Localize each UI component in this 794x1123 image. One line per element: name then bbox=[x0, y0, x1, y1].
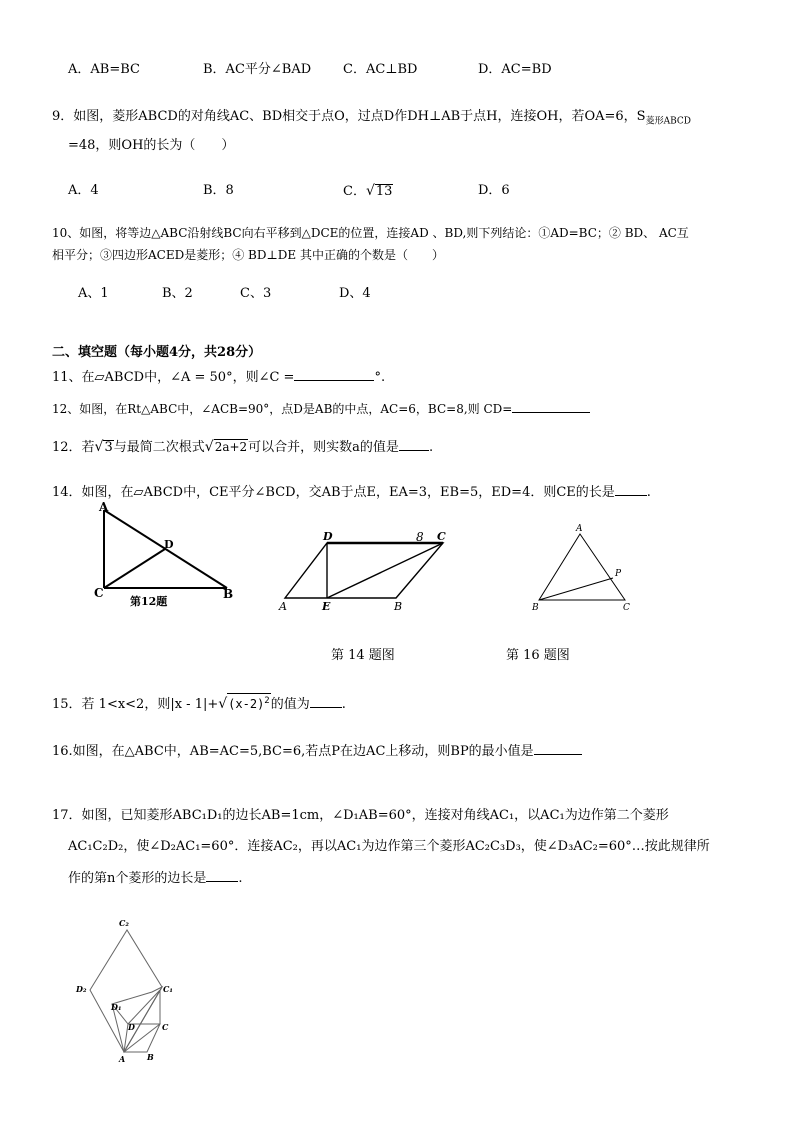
fig14-segment-ce bbox=[327, 543, 443, 598]
figure-16 bbox=[528, 520, 638, 615]
q17-line3-text: 作的第n个菱形的边长是 bbox=[68, 871, 207, 886]
figure-12 bbox=[94, 500, 239, 610]
q14-end: . bbox=[646, 485, 651, 500]
q14-text: 14．如图，在▱ABCD中，CE平分∠BCD，交AB于点E，EA=3，EB=5，ED=4．则CE的长是 bbox=[52, 485, 615, 500]
fig12-segment-cd bbox=[104, 549, 165, 588]
fig17-label-c2: C₂ bbox=[119, 918, 129, 928]
fig17-label-a: A bbox=[119, 1054, 126, 1064]
q11-text-end: °. bbox=[374, 370, 386, 385]
fig17-rhombus-3 bbox=[90, 930, 162, 1052]
q17-question-line3 bbox=[68, 870, 243, 888]
fig17-label-b: B bbox=[147, 1052, 154, 1062]
fig16-label-c: C bbox=[623, 603, 630, 613]
q17-end: . bbox=[238, 871, 243, 886]
q13-radicand-2: 2a+2 bbox=[214, 440, 248, 454]
q12-answer-blank[interactable] bbox=[512, 412, 590, 413]
fig14-caption: 第 14 题图 bbox=[331, 648, 395, 663]
q9-option-c-radicand: 13 bbox=[375, 184, 393, 199]
fig12-caption: 第12题 bbox=[130, 595, 168, 608]
section-2-title: 二、填空题（每小题4分，共28分） bbox=[52, 345, 262, 360]
fig14-label-c: C bbox=[437, 530, 446, 543]
q9-option-c bbox=[343, 182, 393, 201]
q10-option-b: B、2 bbox=[162, 286, 193, 301]
q15-question bbox=[52, 693, 346, 714]
q9-question-line2: =48，则OH的长为（ ） bbox=[68, 138, 235, 153]
sqrt-sign-icon: √ bbox=[218, 696, 228, 712]
fig14-label-b: B bbox=[394, 600, 403, 613]
q17-answer-blank[interactable] bbox=[206, 881, 238, 882]
q11-answer-blank[interactable] bbox=[294, 380, 374, 381]
sqrt-sign-icon: √ bbox=[94, 439, 104, 455]
q10-option-c: C、3 bbox=[240, 286, 272, 301]
fig17-label-c1: C₁ bbox=[163, 984, 173, 994]
q11-text: 11、在▱ABCD中，∠A = 50°，则∠C = bbox=[52, 370, 295, 385]
fig14-mark: 8 bbox=[416, 530, 424, 544]
q8-option-d: D．AC=BD bbox=[478, 62, 552, 77]
q8-option-c: C．AC⊥BD bbox=[343, 62, 418, 77]
figure-14 bbox=[275, 526, 455, 616]
fig12-label-c: C bbox=[94, 586, 104, 600]
q12-question bbox=[52, 400, 590, 418]
fig12-label-a: A bbox=[99, 500, 109, 514]
sqrt-sign-icon: √ bbox=[365, 183, 375, 199]
fig16-label-a: A bbox=[576, 524, 583, 534]
fig17-diagonal-ac2 bbox=[124, 987, 162, 1052]
q10-question-line2: 相平分；③四边形ACED是菱形；④ BD⊥DE 其中正确的个数是（ ） bbox=[52, 248, 444, 262]
q13-end: . bbox=[428, 440, 434, 455]
q15-suffix: 的值为 bbox=[270, 697, 310, 712]
q9-option-c-prefix: C． bbox=[343, 184, 366, 199]
q15-end: . bbox=[341, 697, 346, 712]
q13-suffix: 可以合并，则实数a的值是 bbox=[248, 440, 399, 455]
q10-question-line1: 10、如图，将等边△ABC沿射线BC向右平移到△DCE的位置，连接AD 、BD,则下列结论：①AD=BC；② BD、 AC互 bbox=[52, 226, 689, 240]
q14-answer-blank[interactable] bbox=[615, 495, 647, 496]
fig16-caption: 第 16 题图 bbox=[506, 648, 570, 663]
fig17-label-d2: D₂ bbox=[76, 984, 87, 994]
q15-answer-blank[interactable] bbox=[310, 707, 342, 708]
q16-answer-blank[interactable] bbox=[534, 754, 582, 755]
q13-radicand-1: 3 bbox=[104, 440, 113, 455]
q15-prefix: 15．若 1<x<2，则|x - 1|+ bbox=[52, 697, 219, 712]
fig17-label-c: C bbox=[162, 1022, 169, 1032]
q13-prefix: 12．若 bbox=[52, 440, 95, 455]
q8-option-b: B．AC平分∠BAD bbox=[203, 62, 312, 77]
q16-text: 16.如图，在△ABC中，AB=AC=5,BC=6,若点P在边AC上移动，则BP的最小值是 bbox=[52, 744, 534, 759]
fig17-label-d1: D₁ bbox=[111, 1002, 122, 1012]
q17-question-line2: AC₁C₂D₂，使∠D₂AC₁=60°．连接AC₂，再以AC₁为边作第三个菱形AC₂C₃D₃，使∠D₃AC₂=60°…按此规律所 bbox=[68, 839, 710, 854]
fig16-triangle-abc bbox=[539, 534, 625, 600]
q10-option-d: D、4 bbox=[339, 286, 371, 301]
q9-line1-text: 9．如图，菱形ABCD的对角线AC、BD相交于点O，过点D作DH⊥AB于点H，连接OH，若OA=6，S bbox=[52, 109, 646, 124]
q12-text: 12、如图，在Rt△ABC中，∠ACB=90°，点D是AB的中点，AC=6，BC=8,则 CD= bbox=[52, 402, 513, 416]
figure-17 bbox=[72, 912, 182, 1064]
fig14-label-e: E bbox=[322, 600, 331, 613]
fig14-label-d: D bbox=[323, 530, 333, 543]
fig17-segment-1 bbox=[128, 990, 160, 1024]
q17-question-line1: 17．如图，已知菱形ABC₁D₁的边长AB=1cm，∠D₁AB=60°，连接对角线AC₁，以AC₁为边作第二个菱形 bbox=[52, 808, 669, 823]
q9-subscript: 菱形ABCD bbox=[645, 116, 691, 127]
fig14-label-a: A bbox=[279, 600, 287, 613]
fig12-label-d: D bbox=[164, 538, 174, 551]
sqrt-sign-icon: √ bbox=[204, 439, 214, 455]
q13-question bbox=[52, 438, 433, 457]
fig17-label-d: D bbox=[128, 1022, 135, 1032]
q11-question bbox=[52, 369, 385, 387]
fig12-label-b: B bbox=[223, 587, 234, 601]
q9-option-d: D．6 bbox=[478, 183, 510, 198]
fig16-label-p: P bbox=[615, 569, 622, 579]
fig16-label-b: B bbox=[532, 603, 539, 613]
q9-question-line1 bbox=[52, 108, 691, 131]
q9-option-a: A．4 bbox=[68, 183, 99, 198]
fig14-parallelogram bbox=[285, 543, 443, 598]
q9-option-b: B．8 bbox=[203, 183, 234, 198]
q13-mid: 与最简二次根式 bbox=[113, 440, 205, 455]
q13-answer-blank[interactable] bbox=[399, 450, 429, 451]
q15-radicand: (x-2) bbox=[228, 697, 265, 711]
q8-option-a: A．AB=BC bbox=[68, 62, 140, 77]
q10-option-a: A、1 bbox=[78, 286, 109, 301]
q15-exponent: 2 bbox=[264, 696, 270, 706]
q16-question bbox=[52, 743, 582, 761]
